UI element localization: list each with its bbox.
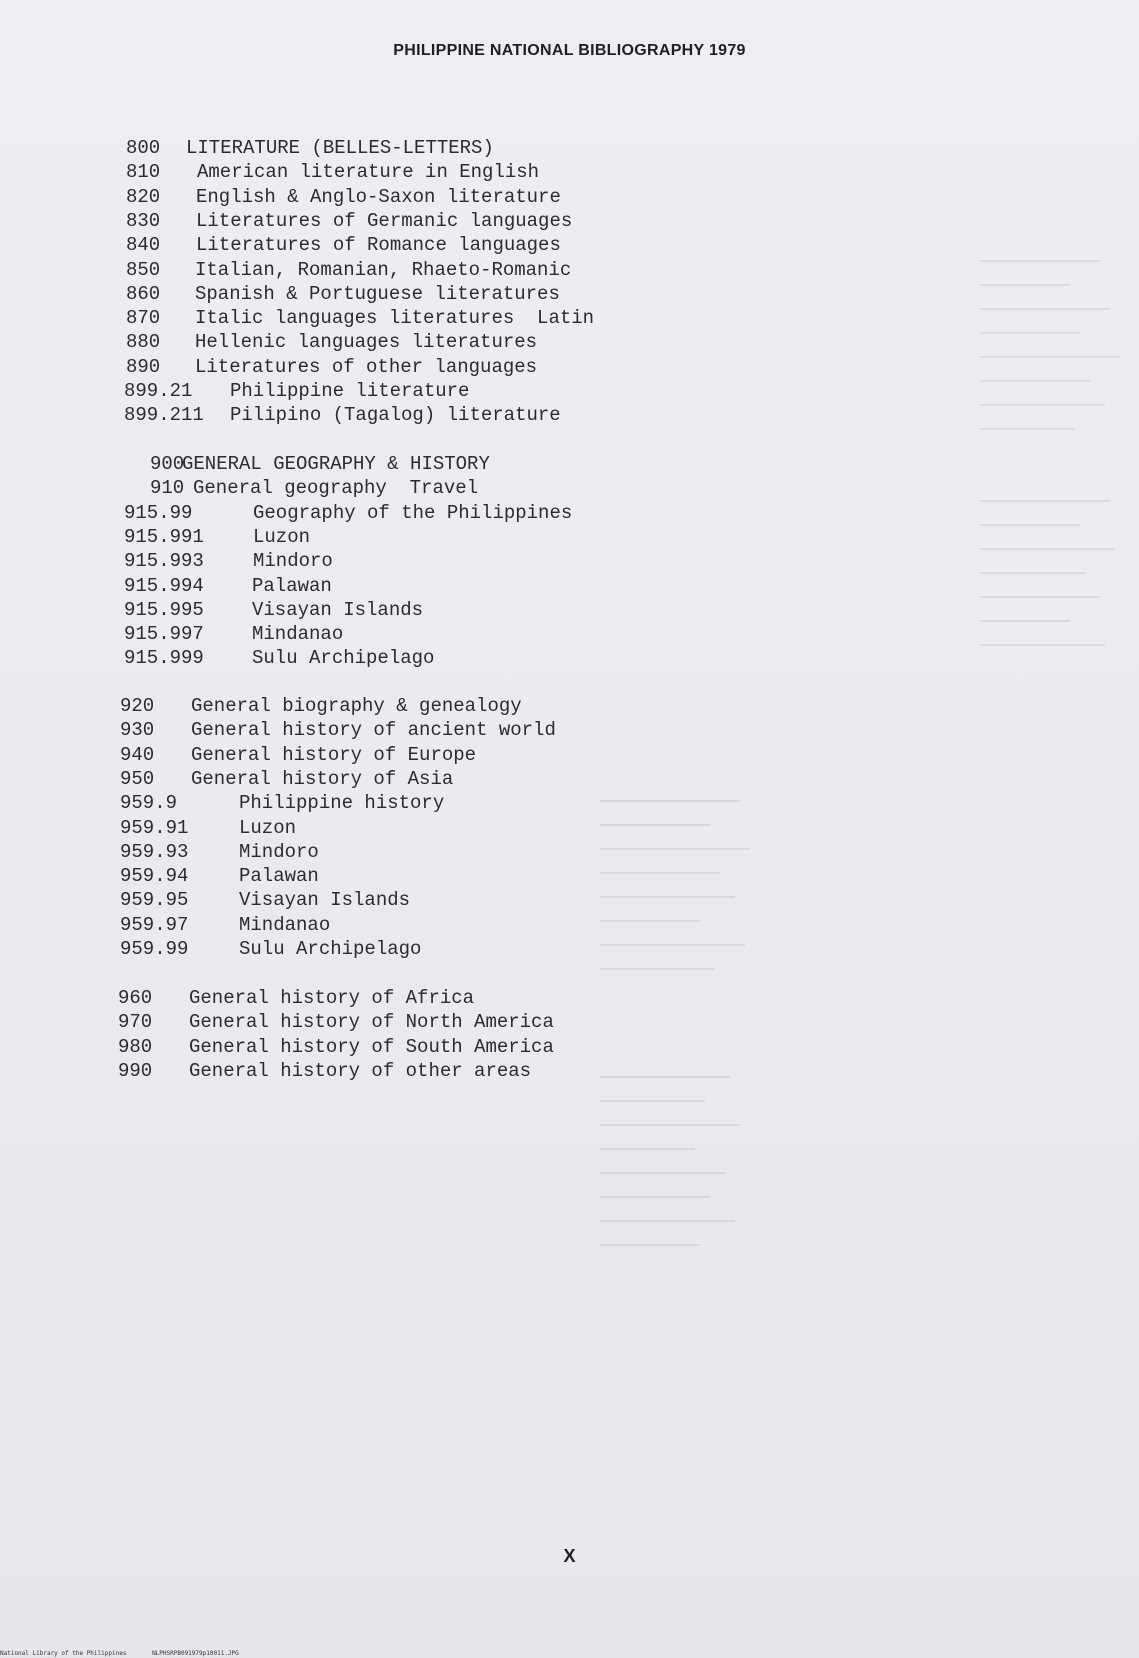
list-item	[126, 355, 640, 379]
list-item	[120, 767, 640, 791]
class-number: 980	[118, 1036, 153, 1058]
class-number: 990	[118, 1060, 153, 1082]
class-label: LITERATURE (BELLES-LETTERS)	[186, 137, 494, 159]
class-label: Sulu Archipelago	[239, 938, 422, 960]
class-label: General history of ancient world	[191, 719, 556, 741]
class-label: General history of North America	[189, 1011, 554, 1033]
list-item	[124, 379, 640, 403]
footer-filename: NLPHSRPB091979p10011.JPG	[152, 1650, 239, 1657]
class-label: General history of Africa	[189, 987, 475, 1009]
list-item	[124, 501, 640, 525]
class-label: Literatures of Romance languages	[196, 234, 561, 256]
list-item	[120, 694, 640, 718]
list-item	[126, 136, 640, 160]
list-item	[150, 476, 640, 500]
class-number: 959.94	[120, 865, 189, 887]
class-label: Geography of the Philippines	[253, 502, 573, 524]
page-header: PHILIPPINE NATIONAL BIBLIOGRAPHY 1979	[393, 42, 746, 59]
list-item	[124, 574, 640, 598]
class-number: 915.991	[124, 526, 204, 548]
list-item	[118, 1059, 640, 1083]
class-label: Visayan Islands	[252, 599, 424, 621]
list-item	[126, 258, 640, 282]
class-label: Philippine literature	[230, 380, 470, 402]
class-label: Mindanao	[239, 914, 331, 936]
class-number: 959.95	[120, 889, 189, 911]
class-number: 959.97	[120, 914, 189, 936]
class-number: 810	[126, 161, 161, 183]
list-item	[120, 913, 640, 937]
list-item	[124, 646, 640, 670]
class-number: 970	[118, 1011, 153, 1033]
class-number: 820	[126, 186, 161, 208]
class-label: Italic languages literatures Latin	[195, 307, 595, 329]
class-number: 959.91	[120, 817, 189, 839]
class-label: Spanish & Portuguese literatures	[195, 283, 560, 305]
class-label: Palawan	[252, 575, 332, 597]
class-label: General history of South America	[189, 1036, 554, 1058]
class-label: General history of other areas	[189, 1060, 532, 1082]
class-number: 915.995	[124, 599, 204, 621]
class-number: 880	[126, 331, 161, 353]
class-label: Palawan	[239, 865, 319, 887]
class-label: Visayan Islands	[239, 889, 411, 911]
class-label: Literatures of Germanic languages	[196, 210, 573, 232]
class-number: 915.999	[124, 647, 204, 669]
class-number: 870	[126, 307, 161, 329]
list-item	[126, 330, 640, 354]
class-label: Hellenic languages literatures	[195, 331, 538, 353]
scan-footer	[0, 1650, 261, 1658]
class-number: 899.211	[124, 404, 204, 426]
class-label: Mindanao	[252, 623, 344, 645]
class-number: 930	[120, 719, 155, 741]
list-item	[120, 816, 640, 840]
class-label: American literature in English	[197, 161, 540, 183]
class-number: 915.99	[124, 502, 193, 524]
class-label: General history of Europe	[191, 744, 477, 766]
list-item	[118, 1010, 640, 1034]
list-item	[118, 1035, 640, 1059]
class-label: GENERAL GEOGRAPHY & HISTORY	[182, 453, 490, 475]
list-item	[120, 743, 640, 767]
class-number: 940	[120, 744, 155, 766]
class-label: Luzon	[239, 817, 297, 839]
list-item	[124, 622, 640, 646]
list-item	[124, 598, 640, 622]
class-number: 860	[126, 283, 161, 305]
class-number: 915.994	[124, 575, 204, 597]
class-label: General geography Travel	[193, 477, 479, 499]
class-number: 959.99	[120, 938, 189, 960]
class-label: General history of Asia	[191, 768, 454, 790]
page-number: X	[563, 1546, 576, 1566]
class-label: Pilipino (Tagalog) literature	[230, 404, 561, 426]
class-number: 950	[120, 768, 155, 790]
class-label: Mindoro	[239, 841, 319, 863]
class-label: Luzon	[253, 526, 311, 548]
list-item	[120, 888, 640, 912]
class-number: 800	[126, 137, 161, 159]
class-label: Sulu Archipelago	[252, 647, 435, 669]
list-item	[126, 160, 640, 184]
footer-library: National Library of the Philippines	[0, 1650, 127, 1657]
list-item	[126, 282, 640, 306]
list-item	[124, 525, 640, 549]
list-item	[126, 209, 640, 233]
class-label: Philippine history	[239, 792, 445, 814]
class-label: Italian, Romanian, Rhaeto-Romanic	[195, 259, 572, 281]
list-item	[120, 864, 640, 888]
class-number: 959.93	[120, 841, 189, 863]
class-number: 830	[126, 210, 161, 232]
list-item	[120, 937, 640, 961]
list-item	[120, 840, 640, 864]
class-number: 915.997	[124, 623, 204, 645]
class-number: 910	[150, 477, 185, 499]
list-item	[120, 718, 640, 742]
list-item	[124, 549, 640, 573]
list-item	[150, 452, 640, 476]
class-number: 890	[126, 356, 161, 378]
class-number: 850	[126, 259, 161, 281]
list-item	[124, 403, 640, 427]
class-number: 920	[120, 695, 155, 717]
class-number: 899.21	[124, 380, 193, 402]
class-number: 960	[118, 987, 153, 1009]
list-item	[126, 233, 640, 257]
class-label: Mindoro	[253, 550, 333, 572]
class-number: 900	[150, 453, 185, 475]
class-number: 915.993	[124, 550, 204, 572]
class-label: Literatures of other languages	[195, 356, 538, 378]
class-number: 959.9	[120, 792, 178, 814]
class-label: General biography & genealogy	[191, 695, 522, 717]
class-label: English & Anglo-Saxon literature	[196, 186, 561, 208]
class-number: 840	[126, 234, 161, 256]
list-item	[118, 986, 640, 1010]
list-item	[126, 306, 640, 330]
list-item	[126, 185, 640, 209]
list-item	[120, 791, 640, 815]
